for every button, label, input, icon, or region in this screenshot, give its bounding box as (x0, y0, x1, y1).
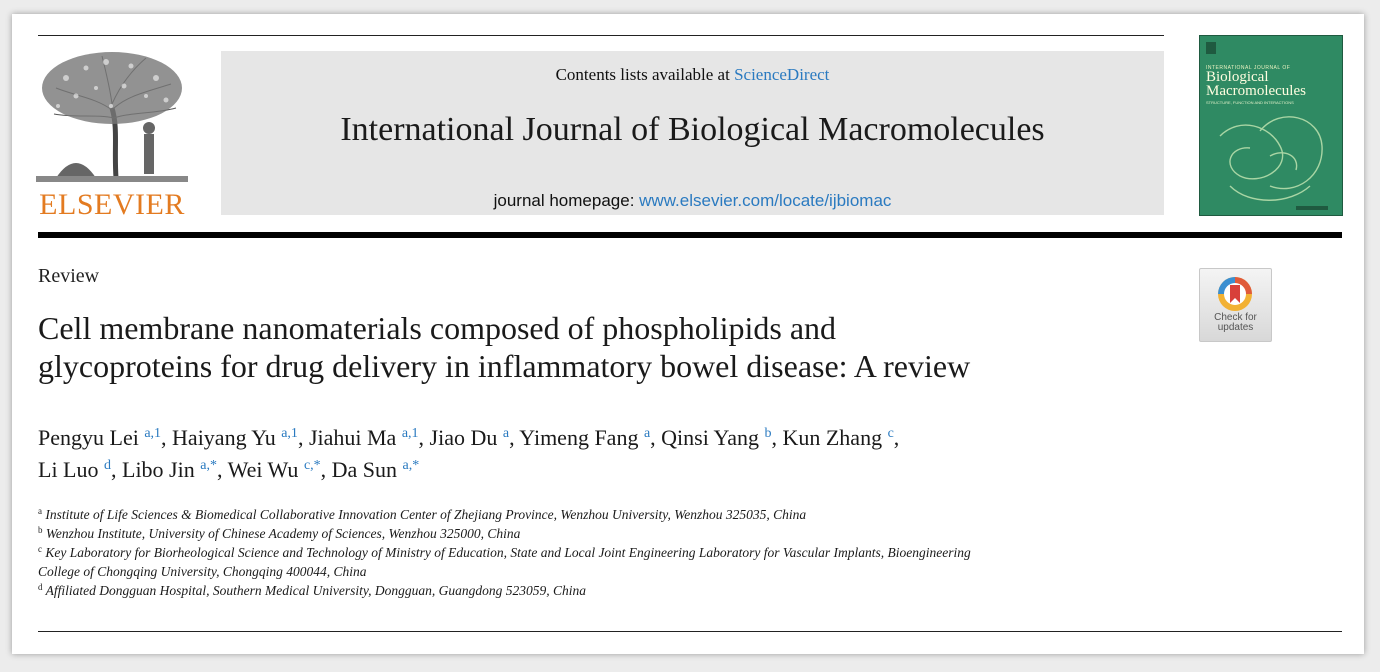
author-affiliation-mark[interactable]: b (764, 426, 772, 441)
publisher-name: ELSEVIER (39, 188, 185, 221)
affiliation-item (38, 524, 1188, 543)
author-line-1 (38, 422, 1188, 454)
journal-homepage-link[interactable]: www.elsevier.com/locate/ijbiomac (639, 191, 892, 210)
author-affiliation-mark[interactable]: a (502, 426, 510, 441)
affiliation-item (38, 562, 1188, 581)
badge-line2: updates (1217, 322, 1254, 333)
author-name[interactable]: Qinsi Yang (661, 425, 765, 450)
header-divider (38, 232, 1342, 238)
affiliation-mark: b (38, 525, 43, 535)
affiliation-mark: d (38, 582, 43, 592)
homepage-line (221, 191, 1164, 211)
author-affiliation-mark[interactable]: a,1 (281, 426, 298, 441)
author-name[interactable]: Libo Jin (122, 457, 201, 482)
author-separator: , (320, 457, 332, 482)
journal-cover[interactable] (1199, 35, 1343, 216)
author-affiliation-mark[interactable]: a (643, 426, 651, 441)
author-list (38, 422, 1188, 486)
author-affiliation-mark[interactable]: c (887, 426, 894, 441)
author-name[interactable]: Yimeng Fang (519, 425, 644, 450)
cover-small-text: INTERNATIONAL JOURNAL OF (1206, 65, 1291, 71)
author-name[interactable]: Jiao Du (429, 425, 503, 450)
author-name[interactable]: Li Luo (38, 457, 104, 482)
affiliation-mark: a (38, 506, 42, 516)
article-page (12, 14, 1364, 654)
author-separator: , (111, 457, 122, 482)
affiliation-list (38, 505, 1188, 600)
affiliation-item (38, 505, 1188, 524)
cover-subtitle: STRUCTURE, FUNCTION AND INTERACTIONS (1206, 100, 1294, 105)
article-title-line1: Cell membrane nanomaterials composed of phospholipids and (38, 310, 837, 346)
affiliation-mark: c (38, 544, 42, 554)
cover-title-line1: Biological (1206, 69, 1269, 85)
author-separator: , (509, 425, 520, 450)
author-separator: , (650, 425, 662, 450)
check-for-updates-icon (1216, 275, 1254, 313)
author-name[interactable]: Haiyang Yu (172, 425, 282, 450)
journal-cover-image-icon (1200, 36, 1342, 215)
author-affiliation-mark[interactable]: a,1 (401, 426, 419, 441)
check-for-updates-button[interactable] (1199, 268, 1272, 342)
elsevier-logo[interactable] (36, 48, 188, 220)
top-divider (38, 35, 1164, 36)
affiliation-text: College of Chongqing University, Chongqing 400044, China (38, 564, 367, 579)
homepage-prefix: journal homepage: (493, 191, 640, 210)
author-line-2 (38, 454, 1188, 486)
bottom-divider (38, 631, 1342, 632)
author-name[interactable]: Kun Zhang (782, 425, 888, 450)
author-separator: , (161, 425, 173, 450)
author-separator: , (216, 457, 228, 482)
badge-text (1200, 313, 1271, 333)
journal-banner (221, 51, 1164, 215)
article-title (38, 309, 1188, 385)
affiliation-text: Wenzhou Institute, University of Chinese Academy of Sciences, Wenzhou 325000, China (42, 526, 521, 541)
author-name[interactable]: Wei Wu (227, 457, 304, 482)
contents-prefix: Contents lists available at (555, 65, 735, 84)
author-name[interactable]: Jiahui Ma (308, 425, 402, 450)
contents-line (221, 65, 1164, 85)
cover-title-line2: Macromolecules (1206, 83, 1306, 99)
affiliation-text: Key Laboratory for Biorheological Science and Technology of Ministry of Education, State and Local Joint Engineering Laboratory for Vascular Implants, Bioengineering (42, 545, 971, 560)
cover-title (1206, 70, 1306, 98)
author-separator: , (771, 425, 783, 450)
article-type: Review (38, 265, 100, 287)
author-separator: , (893, 425, 900, 450)
journal-title: International Journal of Biological Macromolecules (340, 111, 1045, 148)
author-name[interactable]: Pengyu Lei (38, 425, 145, 450)
author-affiliation-mark[interactable]: a,* (402, 458, 420, 473)
sciencedirect-link[interactable]: ScienceDirect (734, 65, 830, 84)
author-affiliation-mark[interactable]: c,* (303, 458, 321, 473)
elsevier-tree-logo-icon (36, 48, 188, 186)
badge-line1: Check for (1214, 312, 1257, 323)
affiliation-text: Institute of Life Sciences & Biomedical Collaborative Innovation Center of Zhejiang Province, Wenzhou University, Wenzhou 325035, China (42, 507, 807, 522)
author-affiliation-mark[interactable]: a,* (200, 458, 217, 473)
author-affiliation-mark[interactable]: a,1 (144, 426, 162, 441)
affiliation-item (38, 581, 1188, 600)
author-affiliation-mark[interactable]: d (104, 458, 111, 473)
author-separator: , (297, 425, 309, 450)
author-name[interactable]: Da Sun (331, 457, 403, 482)
affiliation-item (38, 543, 1188, 562)
author-separator: , (418, 425, 430, 450)
affiliation-text: Affiliated Dongguan Hospital, Southern Medical University, Dongguan, Guangdong 523059, China (42, 583, 586, 598)
article-title-line2: glycoproteins for drug delivery in inflammatory bowel disease: A review (38, 348, 971, 384)
